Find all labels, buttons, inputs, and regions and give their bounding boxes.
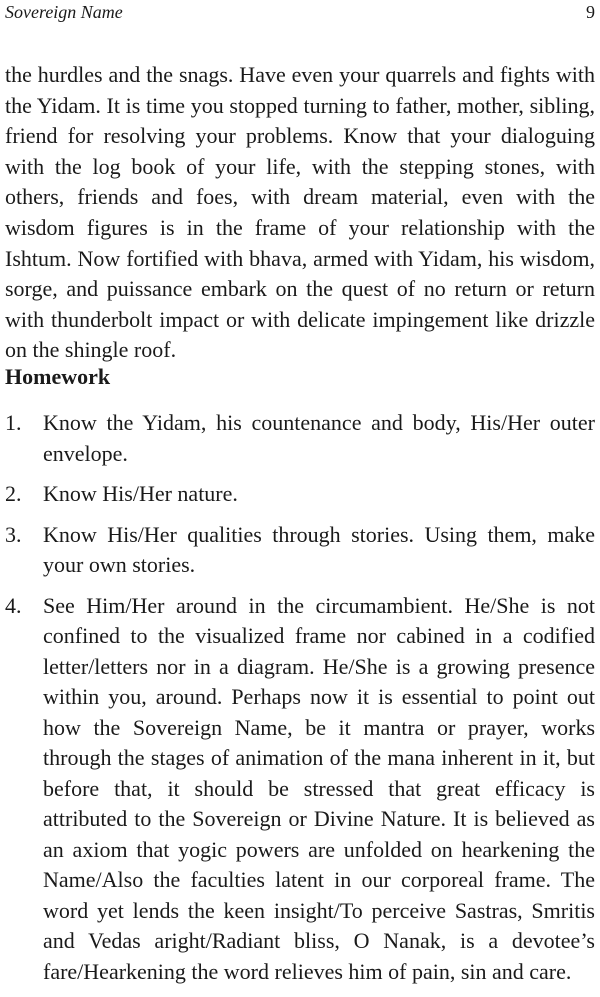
list-item [5, 408, 595, 469]
list-item-text: Know the Yidam, his countenance and body, His/Her outer envelope. [43, 410, 595, 466]
running-title: Sovereign Name [5, 2, 123, 22]
list-item-text: Know His/Her nature. [43, 481, 238, 506]
list-item-number: 1. [5, 410, 22, 435]
list-item-text: Know His/Her qualities through stories. Using them, make your own stories. [43, 521, 595, 577]
homework-list [5, 408, 595, 997]
body-paragraph [5, 60, 595, 366]
page-number: 9 [586, 2, 595, 22]
list-item [5, 479, 595, 510]
list-item-number: 4. [5, 592, 22, 618]
running-head [5, 2, 595, 28]
list-item-number: 2. [5, 481, 22, 506]
list-item [5, 520, 595, 581]
list-item-text: See Him/Her around in the circumambient. He/She is not confined to the visualized frame nor cabined in a codified letter/letters nor in a diagram. He/She is a growing presence within you, around. Perhaps now it is essential to point out how the Sovereign Name, be it mantra or prayer, works through the stages of animation of the mana inherent in it, but before that, it should be stressed that great efficacy is attributed to the Sovereign or Divine Nature. It is believed as an axiom that yogic powers are unfolded on hearkening the Name/Also the faculties latent in our corporeal frame. The word yet lends the keen insight/To perceive Sastras, Smritis and Vedas aright/Radiant bliss, O Nanak, is a devotee’s fare/Hearkening the word relieves him of pain, sin and care. [43, 592, 595, 984]
paragraph-text: the hurdles and the snags. Have even your quarrels and fights with the Yidam. It is time you stopped turning to father, mother, sibling, friend for resolving your problems. Know that your dialoguing with the log book of your life, with the stepping stones, with others, friends and foes, with dream material, even with the wisdom figures is in the frame of your relationship with the Ishtum. Now fortified with bhava, armed with Yidam, his wisdom, sorge, and puissance embark on the quest of no return or return with thunderbolt impact or with delicate impingement like drizzle on the shingle roof. [5, 62, 595, 363]
section-heading: Homework [5, 364, 111, 389]
list-item [5, 591, 595, 988]
list-item-number: 3. [5, 521, 22, 547]
